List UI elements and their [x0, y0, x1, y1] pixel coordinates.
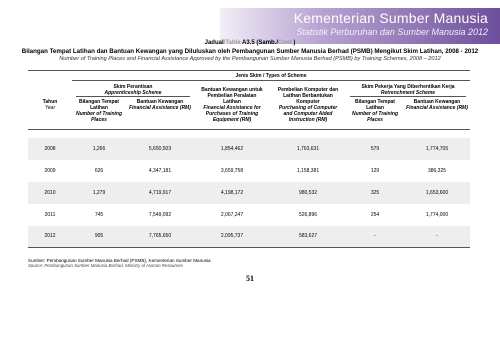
caption-close: ) [293, 40, 296, 46]
cell-r-places: 579 [346, 138, 404, 160]
cell-r-financial: 1,774,000 [425, 211, 449, 218]
places-header [72, 97, 126, 130]
r-places-header-ms: Bilangan Tempat Latihan [355, 99, 395, 111]
cell-equipment: 2,095,737 [194, 226, 270, 248]
psmb-training-table [28, 70, 470, 248]
cell-financial: 5,650,503 [126, 138, 194, 160]
financial-header-en: Financial Assistance (RM) [129, 105, 191, 111]
source-note-en: Source: Pembangunan Sumber Manusia Berhad, Ministry of Human Resources [28, 263, 183, 268]
cell-financial: 4,347,181 [148, 167, 172, 174]
computer-header-en: Purchasing of Computer and Computer Aided Instruction (RM) [278, 105, 338, 123]
year-header [28, 81, 72, 130]
r-places-header [346, 97, 404, 130]
brand-title: Kementerian Sumber Manusia [293, 10, 488, 26]
cell-financial: 7,549,092 [148, 211, 172, 218]
places-header-ms: Bilangan Tempat Latihan [79, 99, 119, 111]
retrenchment-header [346, 81, 470, 98]
financial-header [126, 97, 194, 130]
apprenticeship-header-en: Apprenticeship Scheme [76, 90, 190, 97]
cell-r-financial: 386,325 [427, 167, 447, 174]
cell-r-places: - [346, 226, 404, 248]
cell-computer: 1,158,381 [296, 167, 320, 174]
equipment-header-en: Financial Assistance for Purchases of Training Equipment (RM) [203, 105, 261, 123]
cell-places: 745 [94, 211, 104, 218]
cell-r-financial: 1,653,600 [404, 182, 470, 204]
table-row [28, 226, 470, 248]
equipment-header [194, 81, 270, 130]
table-title-ms: Bilangan Tempat Latihan dan Bantuan Kewangan yang Diluluskan oleh Pembangunan Sumber Manusia Berhad (PSMB) Mengikut Skim Latihan, 2008 - 2012 [21, 48, 479, 55]
cell-places: 1,279 [72, 182, 126, 204]
cell-equipment: 1,854,462 [194, 138, 270, 160]
r-financial-header-ms: Bantuan Kewangan [413, 99, 461, 105]
cell-r-places: 325 [346, 182, 404, 204]
cell-equipment: 3,659,758 [220, 167, 244, 174]
year-header-ms: Tahun [42, 98, 58, 105]
cell-financial: 7,765,650 [126, 226, 194, 248]
cell-computer: 583,627 [270, 226, 346, 248]
caption-bersambung: Samb./ [258, 40, 279, 46]
r-financial-header [404, 97, 470, 130]
cell-year: 2012 [28, 226, 72, 248]
source-note-ms: Sumber: Pembangunan Sumber Manusia Berhad (PSMB), Kementerian Sumber Manusia [28, 258, 211, 263]
table-caption [0, 40, 500, 46]
ministry-brand-bar [220, 8, 500, 44]
computer-header [270, 81, 346, 130]
year-header-en: Year [44, 104, 56, 111]
apprenticeship-header [72, 81, 194, 98]
cell-places: 905 [72, 226, 126, 248]
equipment-header-ms: Bantuan Kewangan untuk Pembelian Peralatan Latihan [201, 87, 263, 105]
financial-header-ms: Bantuan Kewangan [136, 99, 184, 105]
scheme-group-header: Jenis Skim / Types of Scheme [72, 71, 470, 81]
cell-equipment: 4,198,172 [194, 182, 270, 204]
caption-prefix: Jadual [204, 40, 224, 46]
caption-table-en: Table [225, 40, 241, 46]
caption-continued: Cont. [278, 40, 294, 46]
cell-places: 626 [94, 167, 104, 174]
cell-computer: 526,896 [298, 211, 318, 218]
r-financial-header-en: Financial Assistance (RM) [406, 105, 468, 111]
table-row [28, 138, 470, 160]
computer-header-ms: Pembelian Komputer dan Latihan Berbantukan Komputer [277, 87, 339, 105]
r-places-header-en: Number of Training Places [351, 111, 399, 123]
cell-r-financial: - [404, 226, 470, 248]
cell-computer: 1,763,631 [270, 138, 346, 160]
cell-year: 2010 [28, 182, 72, 204]
table-title-en: Number of Training Places and Financial Assistance Approved by the Pembangunan Sumber Manusia Berhad (PSMB) by Training Schemes, 2008 – 2012 [59, 56, 441, 62]
cell-equipment: 2,067,247 [220, 211, 244, 218]
cell-computer: 980,532 [270, 182, 346, 204]
cell-year: 2009 [44, 167, 56, 174]
page-number: 51 [246, 274, 254, 283]
retrenchment-header-en: Retrenchment Scheme [350, 90, 466, 97]
cell-financial: 4,719,917 [126, 182, 194, 204]
places-header-en: Number of Training Places [75, 111, 123, 123]
cell-r-places: 129 [370, 167, 380, 174]
caption-slash: / [223, 40, 226, 46]
caption-open: ( [256, 40, 259, 46]
brand-subtitle: Statistik Perburuhan dan Sumber Manusia 2012 [296, 27, 488, 37]
table-row [28, 160, 470, 182]
table-row [28, 182, 470, 204]
retrenchment-header-ms: Skim Pekerja Yang Diberhentikan Kerja [361, 84, 455, 90]
cell-year: 2008 [28, 138, 72, 160]
table-row [28, 204, 470, 226]
cell-places: 1,266 [72, 138, 126, 160]
cell-r-financial: 1,774,705 [404, 138, 470, 160]
caption-number: A3.5 [242, 40, 255, 46]
cell-year: 2011 [44, 211, 56, 218]
apprenticeship-header-ms: Skim Perantisan [113, 84, 153, 90]
cell-r-places: 254 [370, 211, 380, 218]
